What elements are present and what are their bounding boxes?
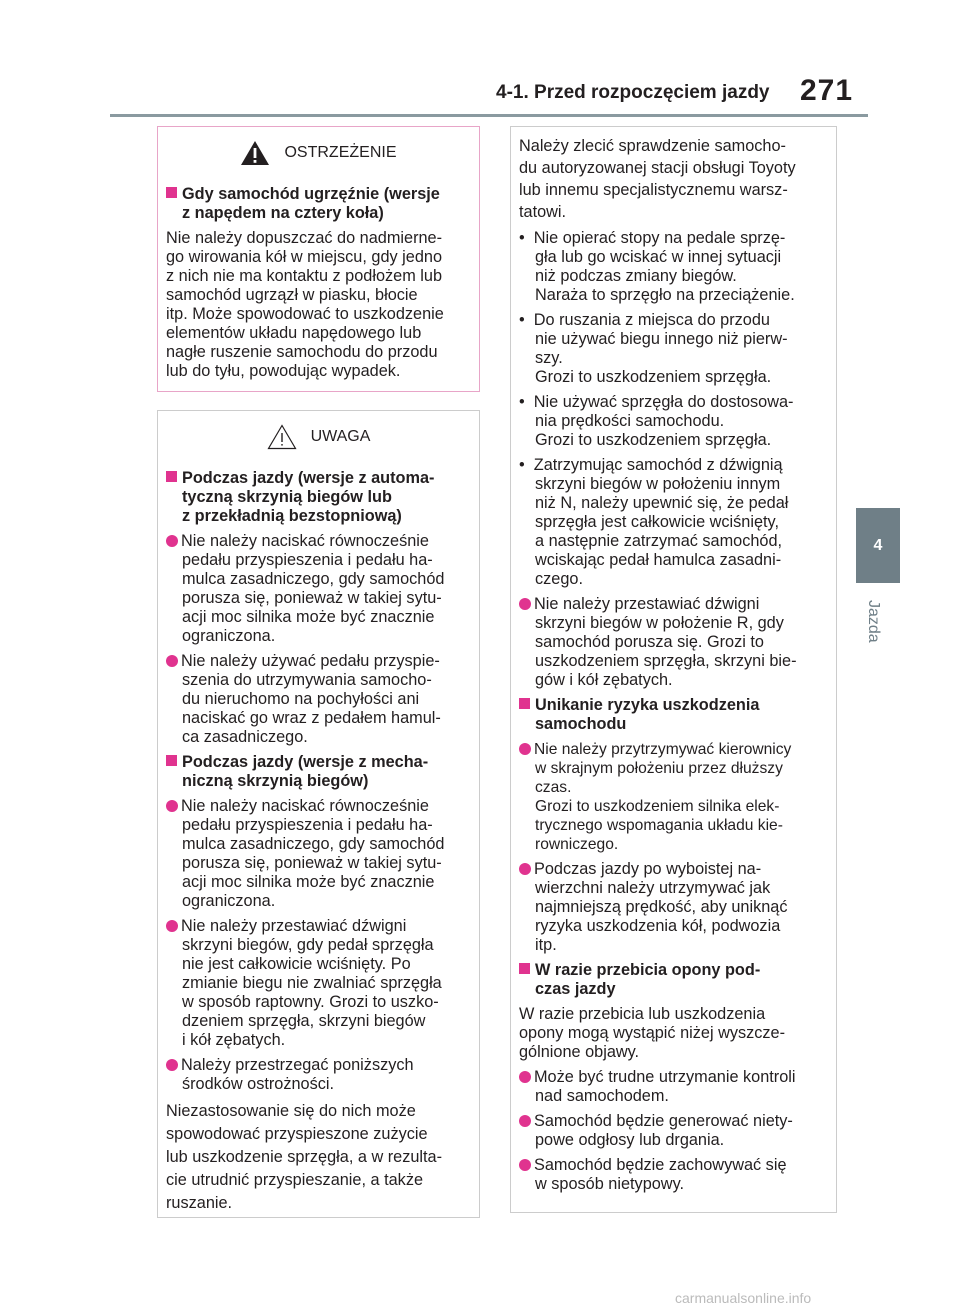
square-bullet-icon xyxy=(166,187,177,198)
warning-box xyxy=(157,126,480,392)
warning-paragraph: Nie należy dopuszczać do nadmierne- go wirowania kół w miejscu, gdy jedno z nich nie ma kontaktu z podłożem lub samochód ugrzązł w piasku, błocie itp. Może spowodować to uszkodzenie elementów układu napędowego lub nagłe ruszenie samochodu do przodu lub do tyłu, powodując wypadek. xyxy=(166,229,444,380)
round-bullet-icon xyxy=(519,1071,531,1083)
square-bullet-icon xyxy=(519,698,530,709)
right-intro-paragraph: Należy zlecić sprawdzenie samocho- du autoryzowanej stacji obsługi Toyoty lub innemu specjalistycznemu warsz- tatowi. xyxy=(519,137,796,221)
header-rule xyxy=(110,114,868,117)
round-bullet-icon xyxy=(166,800,178,812)
notice-heading-manual: Podczas jazdy (wersje z mecha- niczną skrzynią biegów) xyxy=(166,753,471,791)
dash-item-3: • Nie używać sprzęgła do dostosowa- nia prędkości samochodu. Grozi to uszkodzeniem sprzęgła. xyxy=(519,393,794,449)
right-bullet-5: Samochód będzie generować niety- powe odgłosy lub drgania. xyxy=(519,1112,828,1150)
square-bullet-icon xyxy=(166,755,177,766)
right-bullet-6: Samochód będzie zachowywać się w sposób nietypowy. xyxy=(519,1156,828,1194)
header-title: 4-1. Przed rozpoczęciem jazdy xyxy=(496,82,770,103)
right-puncture-paragraph: W razie przebicia lub uszkodzenia opony mogą wystąpić niżej wyszcze- gólnione objawy. xyxy=(519,1005,786,1061)
right-bullet-3: Podczas jazdy po wyboistej na- wierzchni należy utrzymywać jak najmniejszą prędkość, aby uniknąć ryzyka uszkodzenia kół, podwozia itp. xyxy=(519,860,828,955)
dash-item-1: • Nie opierać stopy na pedale sprzę- gła lub go wciskać w innej sytuacji niż podczas zmiany biegów. Naraża to sprzęgło na przeciążenie. xyxy=(519,229,795,304)
right-bullet-2: Nie należy przytrzymywać kierownicy w skrajnym położeniu przez dłuższy czas. Grozi to uszkodzeniem silnika elek- trycznego wspomagania układu kie- rowniczego. xyxy=(519,740,828,854)
notice-header xyxy=(166,411,471,463)
round-bullet-icon xyxy=(166,535,178,547)
dash-item-4: • Zatrzymując samochód z dźwignią skrzyni biegów w położeniu innym niż N, należy upewnić się, że pedał sprzęgła jest całkowicie wciśnięty, a następnie zatrzymać samochód, wciskając pedał hamulca zasadni- czego. xyxy=(519,456,789,588)
round-bullet-icon xyxy=(519,863,531,875)
notice-bullet-1: Nie należy naciskać równocześnie pedału przyspieszenia i pedału ha- mulca zasadniczego, gdy samochód porusza się, ponieważ w takiej sytu- acji moc silnika może być znacznie ograniczona. xyxy=(166,532,471,646)
warning-header xyxy=(166,127,471,179)
warning-title: OSTRZEŻENIE xyxy=(284,144,397,161)
round-bullet-icon xyxy=(166,655,178,667)
square-bullet-icon xyxy=(166,471,177,482)
page-number: 271 xyxy=(800,74,854,107)
notice-bullet-5: Należy przestrzegać poniższych środków ostrożności. xyxy=(166,1056,471,1094)
round-bullet-icon xyxy=(166,1059,178,1071)
round-bullet-icon xyxy=(166,920,178,932)
notice-bullet-3: Nie należy naciskać równocześnie pedału przyspieszenia i pedału ha- mulca zasadniczego, gdy samochód porusza się, ponieważ w takiej sytu- acji moc silnika może być znacznie ograniczona. xyxy=(166,797,471,911)
square-bullet-icon xyxy=(519,963,530,974)
notice-paragraph: Niezastosowanie się do nich może spowodować przyspieszone zużycie lub uszkodzenie sprzęgła, a w rezulta- cie utrudnić przyspieszanie, a także ruszanie. xyxy=(166,1102,443,1212)
chapter-tab[interactable]: 4 xyxy=(856,508,900,583)
round-bullet-icon xyxy=(519,1159,531,1171)
warning-triangle-icon xyxy=(240,140,270,166)
round-bullet-icon xyxy=(519,598,531,610)
right-heading-damage: Unikanie ryzyka uszkodzenia samochodu xyxy=(519,696,828,734)
right-bullet-1: Nie należy przestawiać dźwigni skrzyni biegów w położenie R, gdy samochód porusza się. Grozi to uszkodzeniem sprzęgła, skrzyni bie- gów i kół zębatych. xyxy=(519,595,828,690)
notice-heading-automatic: Podczas jazdy (wersje z automa- tyczną skrzynią biegów lub z przekładnią bezstopniową) xyxy=(166,469,471,526)
round-bullet-icon xyxy=(519,1115,531,1127)
chapter-label: Jazda xyxy=(865,600,882,643)
round-bullet-icon xyxy=(519,743,531,755)
footer-watermark: carmanualsonline.info xyxy=(675,1290,812,1306)
right-bullet-4: Może być trudne utrzymanie kontroli nad samochodem. xyxy=(519,1068,828,1106)
notice-box xyxy=(157,410,480,1218)
notice-bullet-4: Nie należy przestawiać dźwigni skrzyni biegów, gdy pedał sprzęgła nie jest całkowicie wciśnięty. Po zmianie biegu nie zwalniać sprzęgła w sposób raptowny. Grozi to uszko- dzeniem sprzęgła, skrzyni biegów i kół zębatych. xyxy=(166,917,471,1050)
continued-notice-box xyxy=(510,126,837,1213)
dash-item-2: • Do ruszania z miejsca do przodu nie używać biegu innego niż pierw- szy. Grozi to uszkodzeniem sprzęgła. xyxy=(519,311,788,386)
caution-triangle-icon xyxy=(267,424,297,450)
notice-title: UWAGA xyxy=(310,428,371,445)
right-heading-puncture: W razie przebicia opony pod- czas jazdy xyxy=(519,961,828,999)
warning-heading: Gdy samochód ugrzęźnie (wersje z napędem na cztery koła) xyxy=(166,185,471,223)
notice-bullet-2: Nie należy używać pedału przyspie- szenia do utrzymywania samocho- du nieruchomo na pochyłości ani naciskać go wraz z pedałem hamul- ca zasadniczego. xyxy=(166,652,471,747)
